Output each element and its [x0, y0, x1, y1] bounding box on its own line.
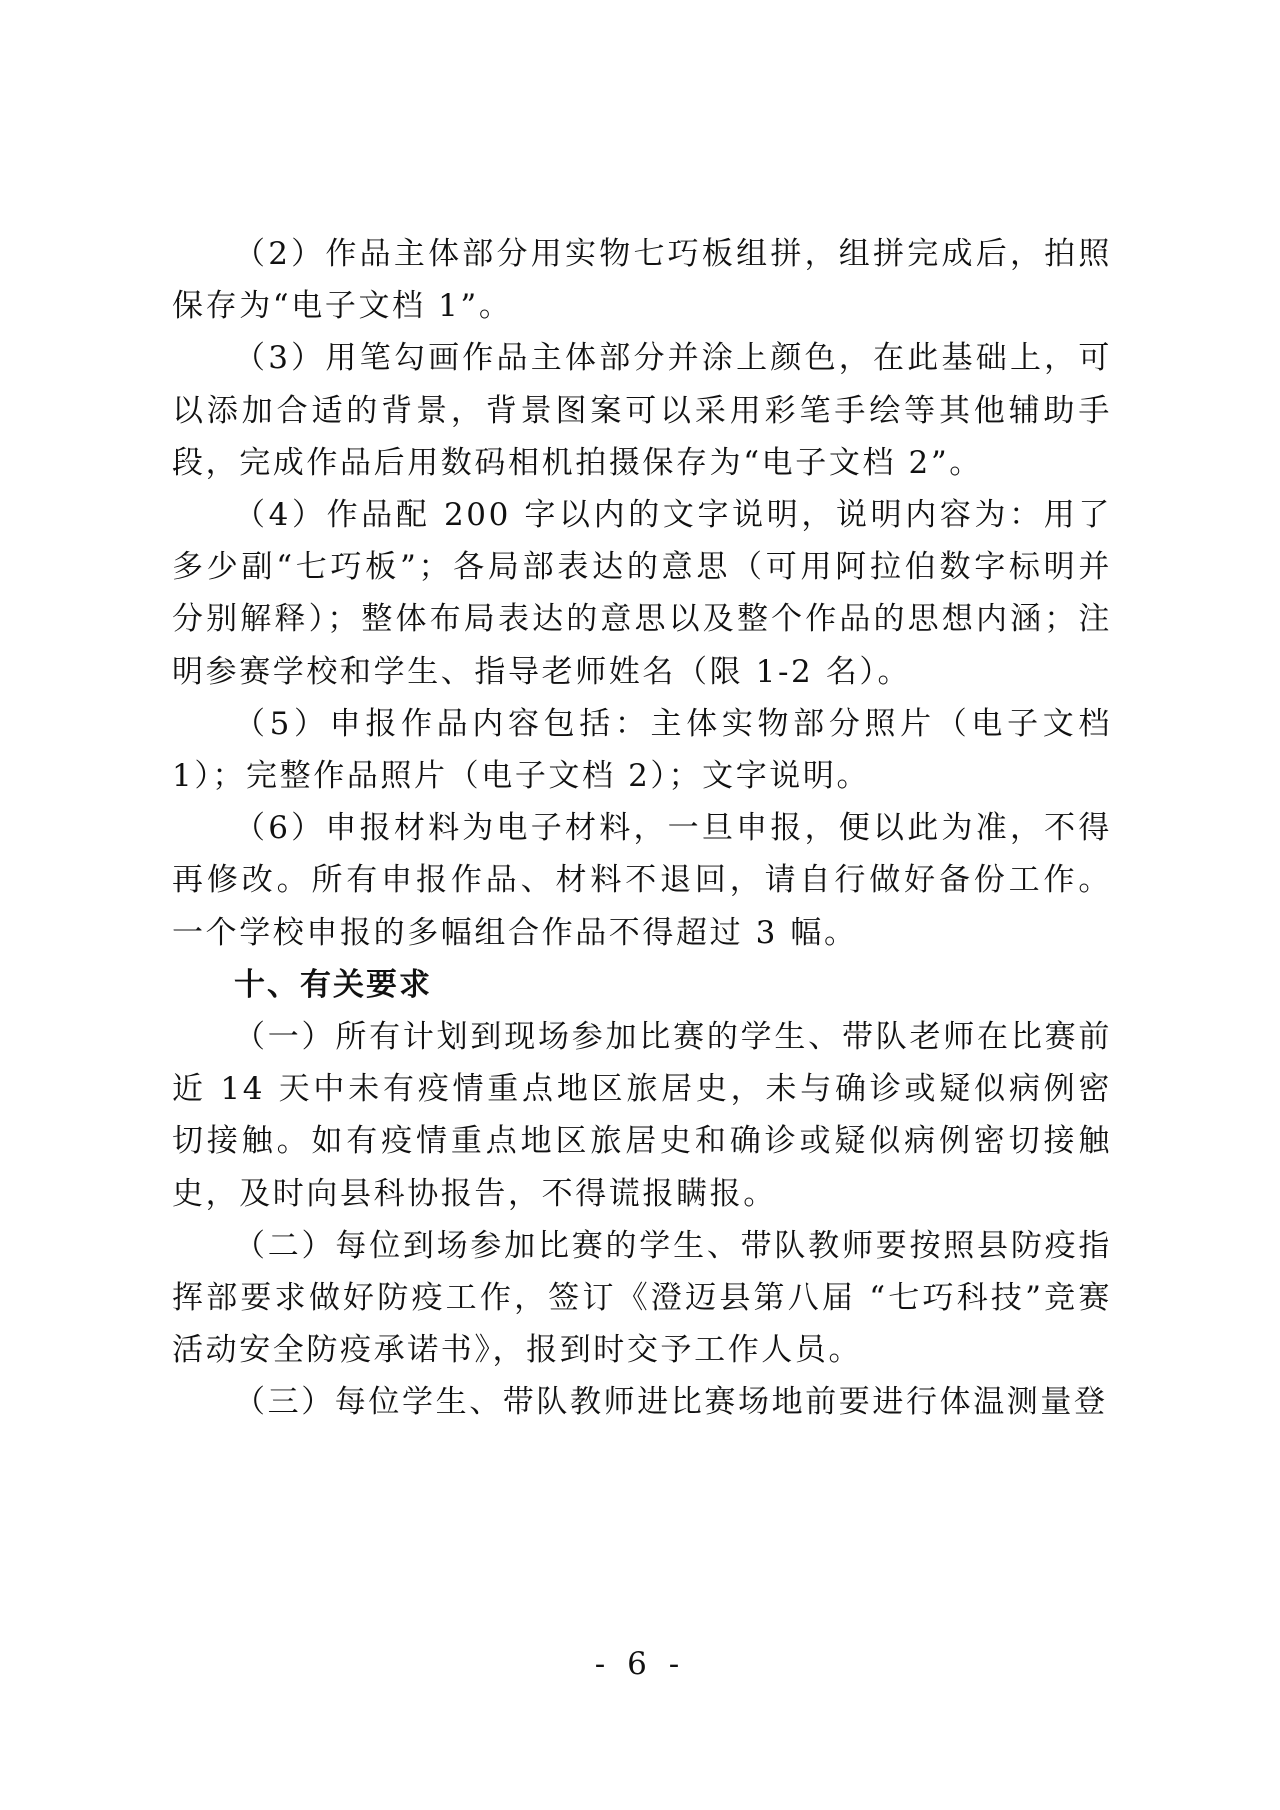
paragraph-item-4: （4）作品配 200 字以内的文字说明，说明内容为：用了多少副“七巧板”；各局部表达的意思（可用阿拉伯数字标明并分别解释）；整体布局表达的意思以及整个作品的思想内涵；注明参赛学校和学生、指导老师姓名（限 1-2 名）。 — [172, 497, 1112, 690]
page-number: - 6 - — [594, 1646, 686, 1682]
requirement-item-2: （二）每位到场参加比赛的学生、带队教师要按照县防疫指挥部要求做好防疫工作，签订《澄迈县第八届 “七巧科技”竞赛活动安全防疫承诺书》，报到时交予工作人员。 — [172, 1227, 1112, 1369]
paragraph-item-3: （3）用笔勾画作品主体部分并涂上颜色，在此基础上，可以添加合适的背景，背景图案可以采用彩笔手绘等其他辅助手段，完成作品后用数码相机拍摄保存为“电子文档 2”。 — [172, 340, 1112, 481]
requirement-item-1: （一）所有计划到现场参加比赛的学生、带队老师在比赛前近 14 天中未有疫情重点地区旅居史，未与确诊或疑似病例密切接触。如有疫情重点地区旅居史和确诊或疑似病例密切接触史，及时向县科协报告，不得谎报瞒报。 — [172, 1019, 1112, 1212]
paragraph-item-6: （6）申报材料为电子材料，一旦申报，便以此为准，不得再修改。所有申报作品、材料不退回，请自行做好备份工作。一个学校申报的多幅组合作品不得超过 3 幅。 — [172, 810, 1112, 951]
section-heading: 十、有关要求 — [234, 966, 432, 1003]
paragraph-item-2: （2）作品主体部分用实物七巧板组拼，组拼完成后，拍照保存为“电子文档 1”。 — [172, 236, 1112, 325]
paragraph-item-5: （5）申报作品内容包括：主体实物部分照片（电子文档 1）；完整作品照片（电子文档 2）；文字说明。 — [172, 705, 1112, 795]
document-body — [172, 228, 1112, 1429]
requirement-item-3: （三）每位学生、带队教师进比赛场地前要进行体温测量登 — [234, 1384, 1108, 1421]
